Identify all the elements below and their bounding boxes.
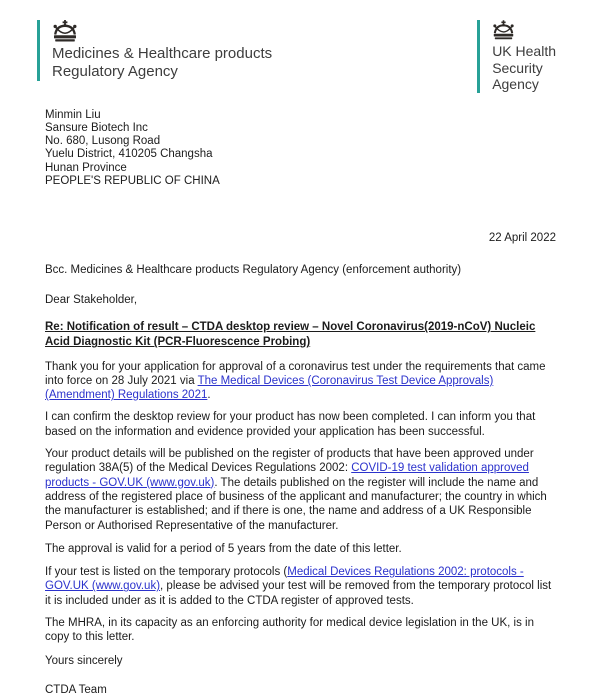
letter-date: 22 April 2022	[488, 232, 556, 245]
recipient-name: Minmin Liu	[45, 108, 101, 121]
salutation: Dear Stakeholder,	[45, 293, 138, 306]
paragraph-text: . The details published on the register will include the name and address of the registered place of business of the applicant and manufacturer; the country in which the manufacturer is established; and if there is one, the name and address of a UK Responsible Person or Authorised Representative of the manufacturer.	[45, 476, 547, 532]
subject-line: Re: Notification of result – CTDA desktop review – Novel Coronavirus(2019-nCoV) Nucleic Acid Diagnostic Kit (PCR-Fluorescence Probing)	[45, 321, 536, 349]
paragraph-text: If your test is listed on the temporary protocols (	[45, 566, 288, 579]
letterhead	[37, 20, 556, 93]
mhra-name-line2: Regulatory Agency	[52, 63, 178, 80]
recipient-street: No. 680, Lusong Road	[45, 135, 161, 148]
signature: CTDA Team	[45, 683, 107, 696]
valediction: Yours sincerely	[45, 654, 123, 667]
ukhsa-name-line2: Security	[492, 59, 543, 76]
link-approved-products-register[interactable]: COVID-19 test validation approved products - GOV.UK (www.gov.uk)	[45, 462, 529, 489]
mhra-logo-bar	[37, 20, 40, 81]
paragraph-review-result: I can confirm the desktop review for your product has now been completed. I can inform you that based on the information and evidence provided your application has been successful.	[45, 411, 536, 438]
ukhsa-logo-bar	[477, 20, 480, 93]
mhra-logo	[37, 20, 272, 81]
paragraph-text: , please be advised your test will be removed from the temporary protocol list it is included under as it is added to the CTDA register of approved tests.	[45, 580, 552, 607]
paragraph-application	[45, 360, 556, 403]
ukhsa-name-line3: Agency	[492, 76, 539, 92]
ukhsa-crown-icon	[492, 20, 515, 40]
recipient-district: Yuelu District, 410205 Changsha	[45, 148, 213, 161]
paragraph-mhra-copy: The MHRA, in its capacity as an enforcing authority for medical device legislation in the UK, is in copy to this letter.	[45, 617, 534, 644]
paragraph-text: Your product details will be published on the register of products that have been approved under regulation 38A(5) of the Medical Devices Regulations 2002:	[45, 448, 534, 475]
bcc-line: Bcc. Medicines & Healthcare products Regulatory Agency (enforcement authority)	[45, 263, 462, 276]
ukhsa-name-line1: UK Health	[492, 43, 556, 59]
recipient-country: PEOPLE'S REPUBLIC OF CHINA	[45, 174, 220, 187]
mhra-name-line1: Medicines & Healthcare products	[52, 45, 273, 62]
paragraph-text: Thank you for your application for approval of a coronavirus test under the requirements that came into force on 28 July 2021 via	[45, 360, 546, 387]
paragraph-text: .	[207, 389, 211, 402]
recipient-company: Sansure Biotech Inc	[45, 121, 148, 134]
recipient-address	[45, 109, 556, 189]
mhra-crown-icon	[52, 20, 78, 42]
ukhsa-logo	[477, 20, 556, 93]
paragraph-approval-validity: The approval is valid for a period of 5 years from the date of this letter.	[45, 542, 402, 555]
link-ctda-amendment-regulations[interactable]: The Medical Devices (Coronavirus Test Device Approvals) (Amendment) Regulations 2021	[45, 374, 494, 402]
recipient-province: Hunan Province	[45, 161, 127, 174]
paragraph-register-publication	[45, 447, 556, 533]
paragraph-temporary-protocols	[45, 565, 556, 608]
link-temporary-protocols[interactable]: Medical Devices Regulations 2002: protocols - GOV.UK (www.gov.uk)	[45, 566, 524, 593]
